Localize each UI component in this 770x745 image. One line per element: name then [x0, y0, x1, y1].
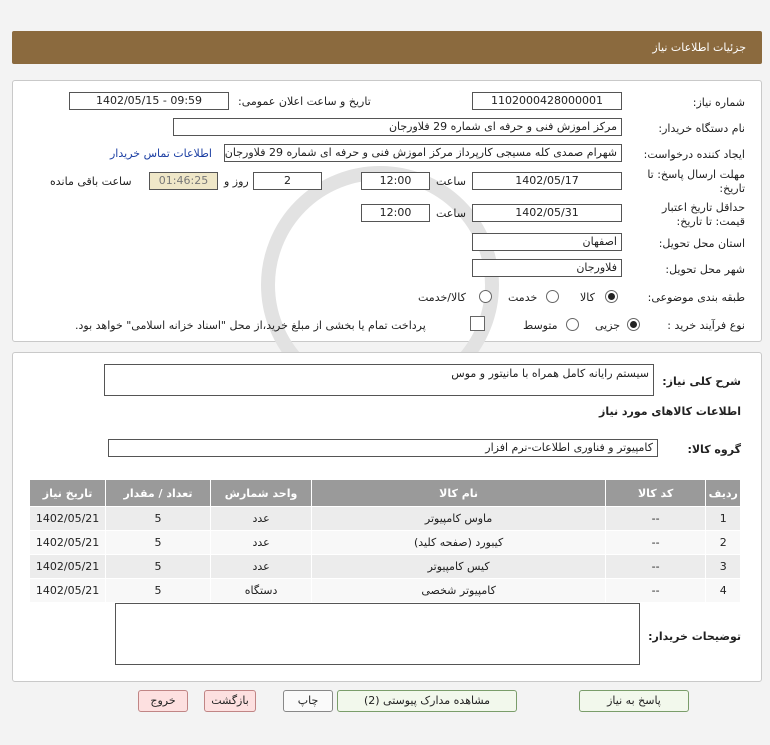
cell-need-date: 1402/05/21 [30, 555, 106, 579]
cell-unit: عدد [210, 555, 312, 579]
requester-label: ایجاد کننده درخواست: [643, 148, 745, 161]
province-label: استان محل تحویل: [658, 237, 745, 250]
deadline-time-field: 12:00 [361, 172, 430, 190]
table-row [30, 555, 741, 579]
cell-item-name: کیبورد (صفحه کلید) [312, 531, 606, 555]
col-header-row: ردیف [706, 480, 741, 507]
items-table [29, 479, 741, 603]
table-header-row [30, 480, 741, 507]
cell-need-date: 1402/05/21 [30, 507, 106, 531]
days-field: 2 [253, 172, 322, 190]
cell-unit: عدد [210, 531, 312, 555]
cell-quantity: 5 [106, 555, 211, 579]
attachments-button[interactable]: مشاهده مدارک پیوستی (2) [337, 690, 517, 712]
col-header-need-date: تاریخ نیاز [30, 480, 106, 507]
buyer-notes-field [115, 603, 640, 665]
table-row [30, 531, 741, 555]
treasury-payment-note: پرداخت تمام یا بخشی از مبلغ خرید،از محل "اسناد خزانه اسلامی" خواهد بود. [75, 319, 426, 332]
validity-label: حداقل تاریخ اعتبار [661, 201, 745, 214]
need-number-label: شماره نیاز: [692, 96, 745, 109]
process-label: نوع فرآیند خرید : [667, 319, 745, 332]
table-row [30, 507, 741, 531]
city-field: فلاورجان [472, 259, 622, 277]
validity-time-label: ساعت [436, 207, 466, 220]
validity-time-field: 12:00 [361, 204, 430, 222]
buyer-org-field: مرکز اموزش فنی و حرفه ای شماره 29 فلاورجان [173, 118, 622, 136]
deadline-label: مهلت ارسال پاسخ: تا [647, 168, 745, 181]
cell-quantity: 5 [106, 531, 211, 555]
summary-label: شرح کلی نیاز: [662, 375, 741, 388]
contact-buyer-link[interactable]: اطلاعات تماس خریدار [110, 147, 212, 160]
cell-item-name: کامپیوتر شخصی [312, 579, 606, 603]
buyer-notes-label: توضیحات خریدار: [648, 630, 741, 643]
announce-label: تاریخ و ساعت اعلان عمومی: [238, 95, 371, 108]
category-label: طبقه بندی موضوعی: [647, 291, 745, 304]
summary-field: سیستم رایانه کامل همراه با مانیتور و موس [104, 364, 654, 396]
cell-item-name: ماوس کامپیوتر [312, 507, 606, 531]
city-label: شهر محل تحویل: [665, 263, 745, 276]
requester-field: شهرام صمدی کله مسیجی کارپرداز مرکز اموزش فنی و حرفه ای شماره 29 فلاورجان [224, 144, 622, 162]
cell-row: 3 [706, 555, 741, 579]
category-both-label: کالا/خدمت [418, 291, 466, 304]
cell-row: 4 [706, 579, 741, 603]
respond-button[interactable]: پاسخ به نیاز [579, 690, 689, 712]
treasury-payment-checkbox[interactable] [470, 316, 485, 331]
col-header-quantity: تعداد / مقدار [106, 480, 211, 507]
category-service-radio[interactable] [546, 290, 559, 303]
validity-label-2: قیمت: تا تاریخ: [676, 215, 745, 228]
remaining-time-field: 01:46:25 [149, 172, 218, 190]
cell-need-date: 1402/05/21 [30, 531, 106, 555]
deadline-date-field: 1402/05/17 [472, 172, 622, 190]
items-heading: اطلاعات کالاهای مورد نیاز [599, 405, 741, 418]
process-medium-radio[interactable] [566, 318, 579, 331]
cell-item-code: -- [605, 579, 706, 603]
exit-button[interactable]: خروج [138, 690, 188, 712]
deadline-time-label: ساعت [436, 175, 466, 188]
cell-item-code: -- [605, 507, 706, 531]
validity-date-field: 1402/05/31 [472, 204, 622, 222]
page-title: جزئیات اطلاعات نیاز [652, 41, 746, 54]
goods-group-field: کامپیوتر و فناوری اطلاعات-نرم افزار [108, 439, 658, 457]
process-minor-radio[interactable] [627, 318, 640, 331]
cell-quantity: 5 [106, 579, 211, 603]
announce-field: 1402/05/15 - 09:59 [69, 92, 229, 110]
back-button[interactable]: بازگشت [204, 690, 256, 712]
category-goods-label: کالا [580, 291, 595, 304]
cell-item-code: -- [605, 555, 706, 579]
deadline-label-2: تاریخ: [719, 182, 745, 195]
cell-unit: دستگاه [210, 579, 312, 603]
goods-group-label: گروه کالا: [687, 443, 741, 456]
table-row [30, 579, 741, 603]
province-field: اصفهان [472, 233, 622, 251]
category-goods-radio[interactable] [605, 290, 618, 303]
col-header-unit: واحد شمارش [210, 480, 312, 507]
cell-unit: عدد [210, 507, 312, 531]
col-header-item-name: نام کالا [312, 480, 606, 507]
cell-quantity: 5 [106, 507, 211, 531]
page-header [12, 31, 762, 64]
cell-item-name: کیس کامپیوتر [312, 555, 606, 579]
category-both-radio[interactable] [479, 290, 492, 303]
cell-row: 1 [706, 507, 741, 531]
process-medium-label: متوسط [523, 319, 558, 332]
cell-row: 2 [706, 531, 741, 555]
buyer-org-label: نام دستگاه خریدار: [658, 122, 745, 135]
col-header-item-code: کد کالا [605, 480, 706, 507]
need-number-field: 1102000428000001 [472, 92, 622, 110]
remaining-label: ساعت باقی مانده [50, 175, 132, 188]
category-service-label: خدمت [508, 291, 538, 304]
process-minor-label: جزیی [595, 319, 621, 332]
print-button[interactable]: چاپ [283, 690, 333, 712]
cell-need-date: 1402/05/21 [30, 579, 106, 603]
days-label: روز و [224, 175, 249, 188]
cell-item-code: -- [605, 531, 706, 555]
